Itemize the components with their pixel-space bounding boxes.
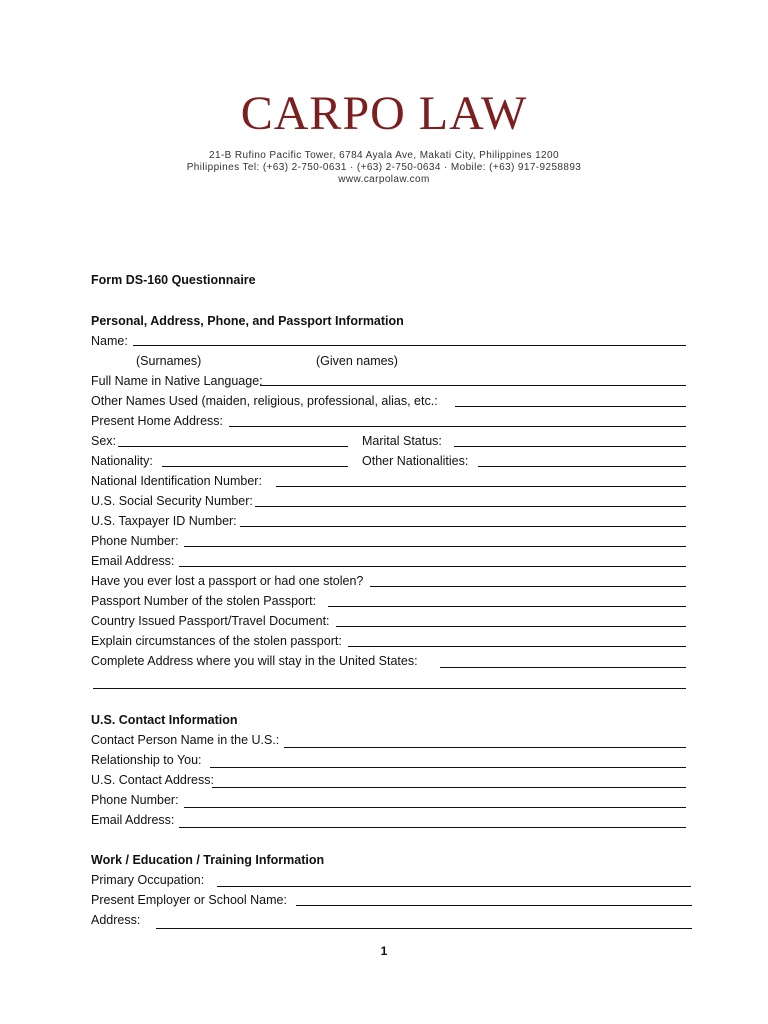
label-circumstances: Explain circumstances of the stolen passport:	[91, 634, 342, 648]
label-relationship: Relationship to You:	[91, 753, 202, 767]
label-national-id: National Identification Number:	[91, 474, 262, 488]
circumstances-field[interactable]	[348, 646, 686, 647]
label-work-address: Address:	[91, 913, 141, 927]
label-contact-phone: Phone Number:	[91, 793, 179, 807]
label-occupation: Primary Occupation:	[91, 873, 205, 887]
lost-passport-field[interactable]	[370, 586, 686, 587]
ssn-field[interactable]	[255, 506, 686, 507]
firm-logo: CARPO LAW	[240, 87, 528, 140]
employer-field[interactable]	[296, 905, 692, 906]
section-heading-personal: Personal, Address, Phone, and Passport Information	[91, 314, 404, 328]
name-field[interactable]	[133, 345, 686, 346]
other-nationalities-field[interactable]	[478, 466, 686, 467]
page-number: 1	[380, 944, 388, 958]
contact-address-field[interactable]	[212, 787, 686, 788]
label-contact-email: Email Address:	[91, 813, 175, 827]
given-names-hint: (Given names)	[316, 354, 398, 368]
label-contact-person: Contact Person Name in the U.S.:	[91, 733, 280, 747]
occupation-field[interactable]	[217, 886, 691, 887]
label-employer: Present Employer or School Name:	[91, 893, 287, 907]
work-address-field[interactable]	[156, 928, 692, 929]
label-contact-address: U.S. Contact Address:	[91, 773, 214, 787]
marital-status-field[interactable]	[454, 446, 686, 447]
label-name: Name:	[91, 334, 128, 348]
issuing-country-field[interactable]	[336, 626, 686, 627]
us-address-field[interactable]	[440, 667, 686, 668]
sex-field[interactable]	[118, 446, 348, 447]
surnames-hint: (Surnames)	[136, 354, 202, 368]
label-other-names: Other Names Used (maiden, religious, professional, alias, etc.:	[91, 394, 438, 408]
label-other-nationalities: Other Nationalities:	[362, 454, 469, 468]
section-heading-us-contact: U.S. Contact Information	[91, 713, 238, 727]
native-name-field[interactable]	[260, 385, 686, 386]
label-stolen-passport-number: Passport Number of the stolen Passport:	[91, 594, 317, 608]
label-marital-status: Marital Status:	[362, 434, 442, 448]
label-taxpayer-id: U.S. Taxpayer ID Number:	[91, 514, 237, 528]
label-home-address: Present Home Address:	[91, 414, 224, 428]
stolen-passport-number-field[interactable]	[328, 606, 686, 607]
home-address-field[interactable]	[229, 426, 686, 427]
contact-person-field[interactable]	[284, 747, 686, 748]
label-phone: Phone Number:	[91, 534, 179, 548]
relationship-field[interactable]	[210, 767, 686, 768]
label-sex: Sex:	[91, 434, 117, 448]
other-names-field[interactable]	[455, 406, 686, 407]
form-title: Form DS-160 Questionnaire	[91, 273, 256, 287]
label-ssn: U.S. Social Security Number:	[91, 494, 253, 508]
label-issuing-country: Country Issued Passport/Travel Document:	[91, 614, 330, 628]
address-line-1: 21-B Rufino Pacific Tower, 6784 Ayala Ave, Makati City, Philippines 1200	[209, 150, 559, 161]
label-email: Email Address:	[91, 554, 175, 568]
contact-phone-field[interactable]	[184, 807, 686, 808]
section-heading-work: Work / Education / Training Information	[91, 853, 325, 867]
nationality-field[interactable]	[162, 466, 348, 467]
national-id-field[interactable]	[276, 486, 686, 487]
label-us-address: Complete Address where you will stay in the United States:	[91, 654, 418, 668]
taxpayer-id-field[interactable]	[240, 526, 686, 527]
label-nationality: Nationality:	[91, 454, 153, 468]
address-line-2: Philippines Tel: (+63) 2-750-0631 · (+63) 2-750-0634 · Mobile: (+63) 917-9258893	[186, 162, 582, 173]
label-lost-passport: Have you ever lost a passport or had one stolen?	[91, 574, 364, 588]
contact-email-field[interactable]	[179, 827, 686, 828]
email-field[interactable]	[179, 566, 686, 567]
phone-field[interactable]	[184, 546, 686, 547]
label-native-name: Full Name in Native Language:	[91, 374, 263, 388]
website-line: www.carpolaw.com	[338, 174, 430, 185]
us-address-field-line-2[interactable]	[93, 688, 686, 689]
